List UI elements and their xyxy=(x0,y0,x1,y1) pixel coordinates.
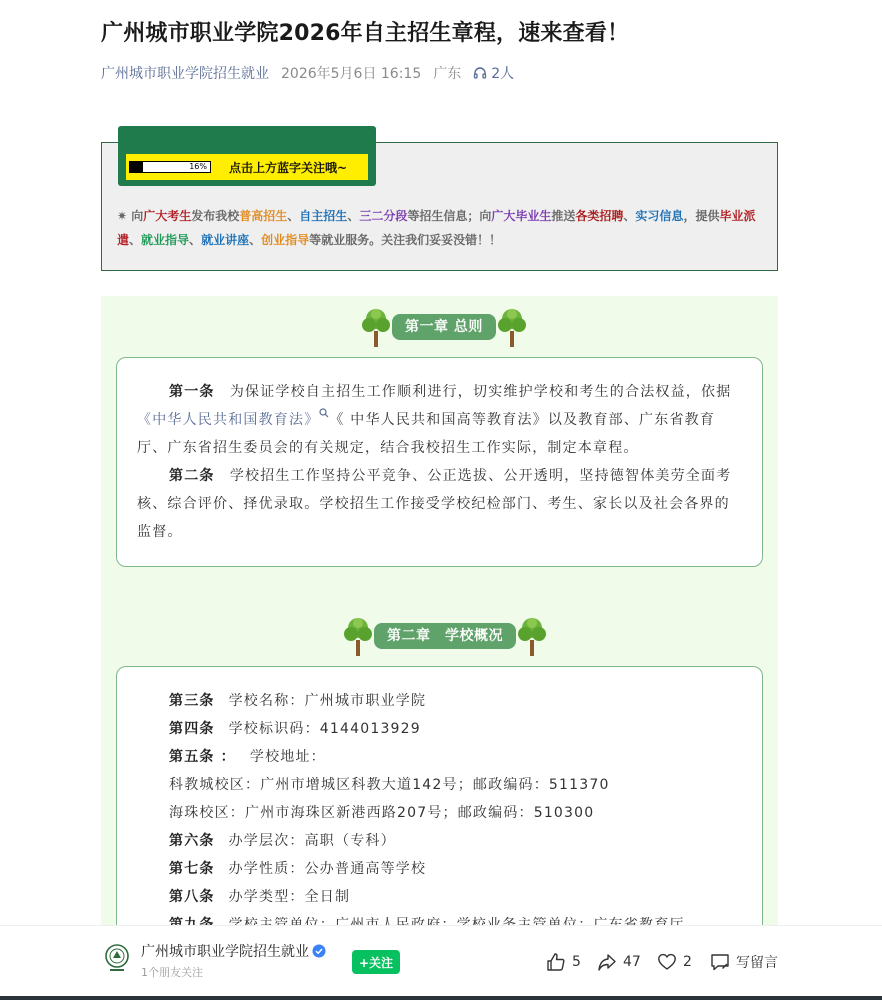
chapter-1-title: 第一章 总则 xyxy=(392,314,496,340)
school-info-row xyxy=(169,799,762,827)
share-button[interactable] xyxy=(597,950,641,974)
school-info-list xyxy=(117,667,762,939)
account-link[interactable]: 广州城市职业学院招生就业 xyxy=(101,66,269,82)
favorite-count: 2 xyxy=(683,954,692,970)
notice-seg: 自主招生 xyxy=(299,209,348,223)
notice-seg: 、 xyxy=(189,233,202,247)
publish-region: 广东 xyxy=(433,66,462,82)
tree-icon xyxy=(496,305,528,349)
article-label: 第七条 xyxy=(169,861,215,877)
article-meta xyxy=(101,63,514,83)
progress-label: 16% xyxy=(189,162,207,171)
article-label: 第八条 xyxy=(169,889,215,905)
listener-count: 2人 xyxy=(491,66,515,82)
notice-seg: 实习信息 xyxy=(635,209,684,223)
notice-seg: 、 xyxy=(287,209,300,223)
notice-seg: 推送 xyxy=(551,209,576,223)
article-1-text: 为保证学校自主招生工作顺利进行，切实维护学校和考生的合法权益，依据 xyxy=(229,384,732,400)
tree-icon xyxy=(516,614,548,658)
notice-text xyxy=(117,204,767,252)
comment-label: 写留言 xyxy=(736,955,778,971)
headphones-icon xyxy=(473,66,487,80)
school-info-row xyxy=(169,827,762,855)
education-law-link[interactable]: 《中华人民共和国教育法》 xyxy=(137,412,320,428)
notice-seg: 、 xyxy=(623,209,636,223)
notice-seg: 等就业服务。关注我们妥妥没错！！ xyxy=(309,233,502,247)
article-2-label: 第二条 xyxy=(169,468,215,484)
article-1-text-cont: 《 中华人民共和国高等教育法》以及教育部、广东省教育厅、广东省招生委员会的有关规定，结合我校招生工作实际，制定本章程。 xyxy=(137,412,716,456)
article-text: 学校地址： xyxy=(249,749,326,765)
heart-icon xyxy=(657,952,677,972)
search-icon[interactable] xyxy=(319,408,329,418)
article-label: 第四条 xyxy=(169,721,215,737)
article-label: 第五条 ： xyxy=(169,749,236,765)
follow-prompt-text: 点击上方蓝字关注哦~ xyxy=(229,160,348,175)
like-count: 5 xyxy=(572,954,581,970)
article-text: 海珠校区：广州市海珠区新港西路207号；邮政编码：510300 xyxy=(169,805,595,821)
article-text: 科教城校区：广州市增城区科教大道142号；邮政编码：511370 xyxy=(169,777,610,793)
footer-account-name: 广州城市职业学院招生就业 xyxy=(141,944,309,960)
chapter-2-card xyxy=(116,666,763,966)
notice-seg: ，提供 xyxy=(683,209,720,223)
share-icon xyxy=(597,952,617,972)
article-2-text: 学校招生工作坚持公平竞争、公正选拔、公开透明，坚持德智体美劳全面考核、综合评价、择优录取。学校招生工作接受学校纪检部门、考生、家长以及社会各界的监督。 xyxy=(137,468,732,540)
article-label: 第六条 xyxy=(169,833,215,849)
notice-seg: 发布我校 xyxy=(191,209,240,223)
school-info-row xyxy=(169,883,762,911)
article-text: 办学性质：公办普通高等学校 xyxy=(228,861,427,877)
bottom-bar xyxy=(0,925,882,1000)
thumbs-up-icon xyxy=(546,952,566,972)
chapter-1-card xyxy=(116,357,763,567)
notice-seg: 各类招聘 xyxy=(575,209,624,223)
article-title: 广州城市职业学院2026年自主招生章程，速来查看！ xyxy=(101,21,630,46)
verified-icon xyxy=(312,944,326,958)
notice-seg: 就业指导 xyxy=(141,233,190,247)
share-count: 47 xyxy=(623,954,641,970)
notice-seg: 、 xyxy=(129,233,142,247)
notice-seg: 广大考生 xyxy=(143,209,192,223)
school-info-row xyxy=(169,855,762,883)
comment-icon xyxy=(710,952,730,972)
chapter-1-header xyxy=(360,305,528,349)
like-button[interactable] xyxy=(546,950,581,974)
account-avatar[interactable] xyxy=(104,944,130,974)
notice-seg: 广大毕业生 xyxy=(491,209,552,223)
school-info-row xyxy=(169,743,762,771)
article-text: 办学层次：高职（专科） xyxy=(228,833,396,849)
article-1-label: 第一条 xyxy=(169,384,215,400)
window-bottom-strip xyxy=(0,996,882,1000)
notice-seg: 三二分段 xyxy=(359,209,408,223)
listen-button[interactable] xyxy=(473,63,514,83)
follow-prompt-bar xyxy=(126,154,368,180)
publish-date: 2026年5月6日 16:15 xyxy=(281,66,422,82)
footer-account[interactable] xyxy=(141,941,326,961)
article-2 xyxy=(137,462,742,546)
tree-icon xyxy=(342,614,374,658)
notice-seg: 等招生信息；向 xyxy=(407,209,492,223)
progress-fill xyxy=(130,162,143,172)
progress-bar xyxy=(129,161,211,173)
favorite-button[interactable] xyxy=(657,950,692,974)
follow-button[interactable]: +关注 xyxy=(352,950,400,974)
school-info-row xyxy=(169,687,762,715)
school-info-row xyxy=(169,771,762,799)
notice-seg: 、 xyxy=(249,233,262,247)
notice-seg: 创业指导 xyxy=(261,233,310,247)
friends-following: 1个朋友关注 xyxy=(141,966,203,979)
article-text: 学校名称：广州城市职业学院 xyxy=(228,693,427,709)
school-info-row xyxy=(169,715,762,743)
tree-icon xyxy=(360,305,392,349)
notice-seg: 就业讲座 xyxy=(201,233,250,247)
article-text: 办学类型：全日制 xyxy=(228,889,351,905)
chapter-2-header xyxy=(342,614,548,658)
article-label: 第三条 xyxy=(169,693,215,709)
chapter-2-title: 第二章 学校概况 xyxy=(374,623,516,649)
comment-button[interactable] xyxy=(710,950,778,974)
article-text: 学校标识码：4144013929 xyxy=(228,721,421,737)
article-1 xyxy=(137,378,742,462)
notice-seg: 、 xyxy=(347,209,360,223)
notice-seg: ✷ 向 xyxy=(117,209,144,223)
notice-seg: 普高招生 xyxy=(239,209,288,223)
notice-seg: 毕业派遣 xyxy=(117,209,756,247)
